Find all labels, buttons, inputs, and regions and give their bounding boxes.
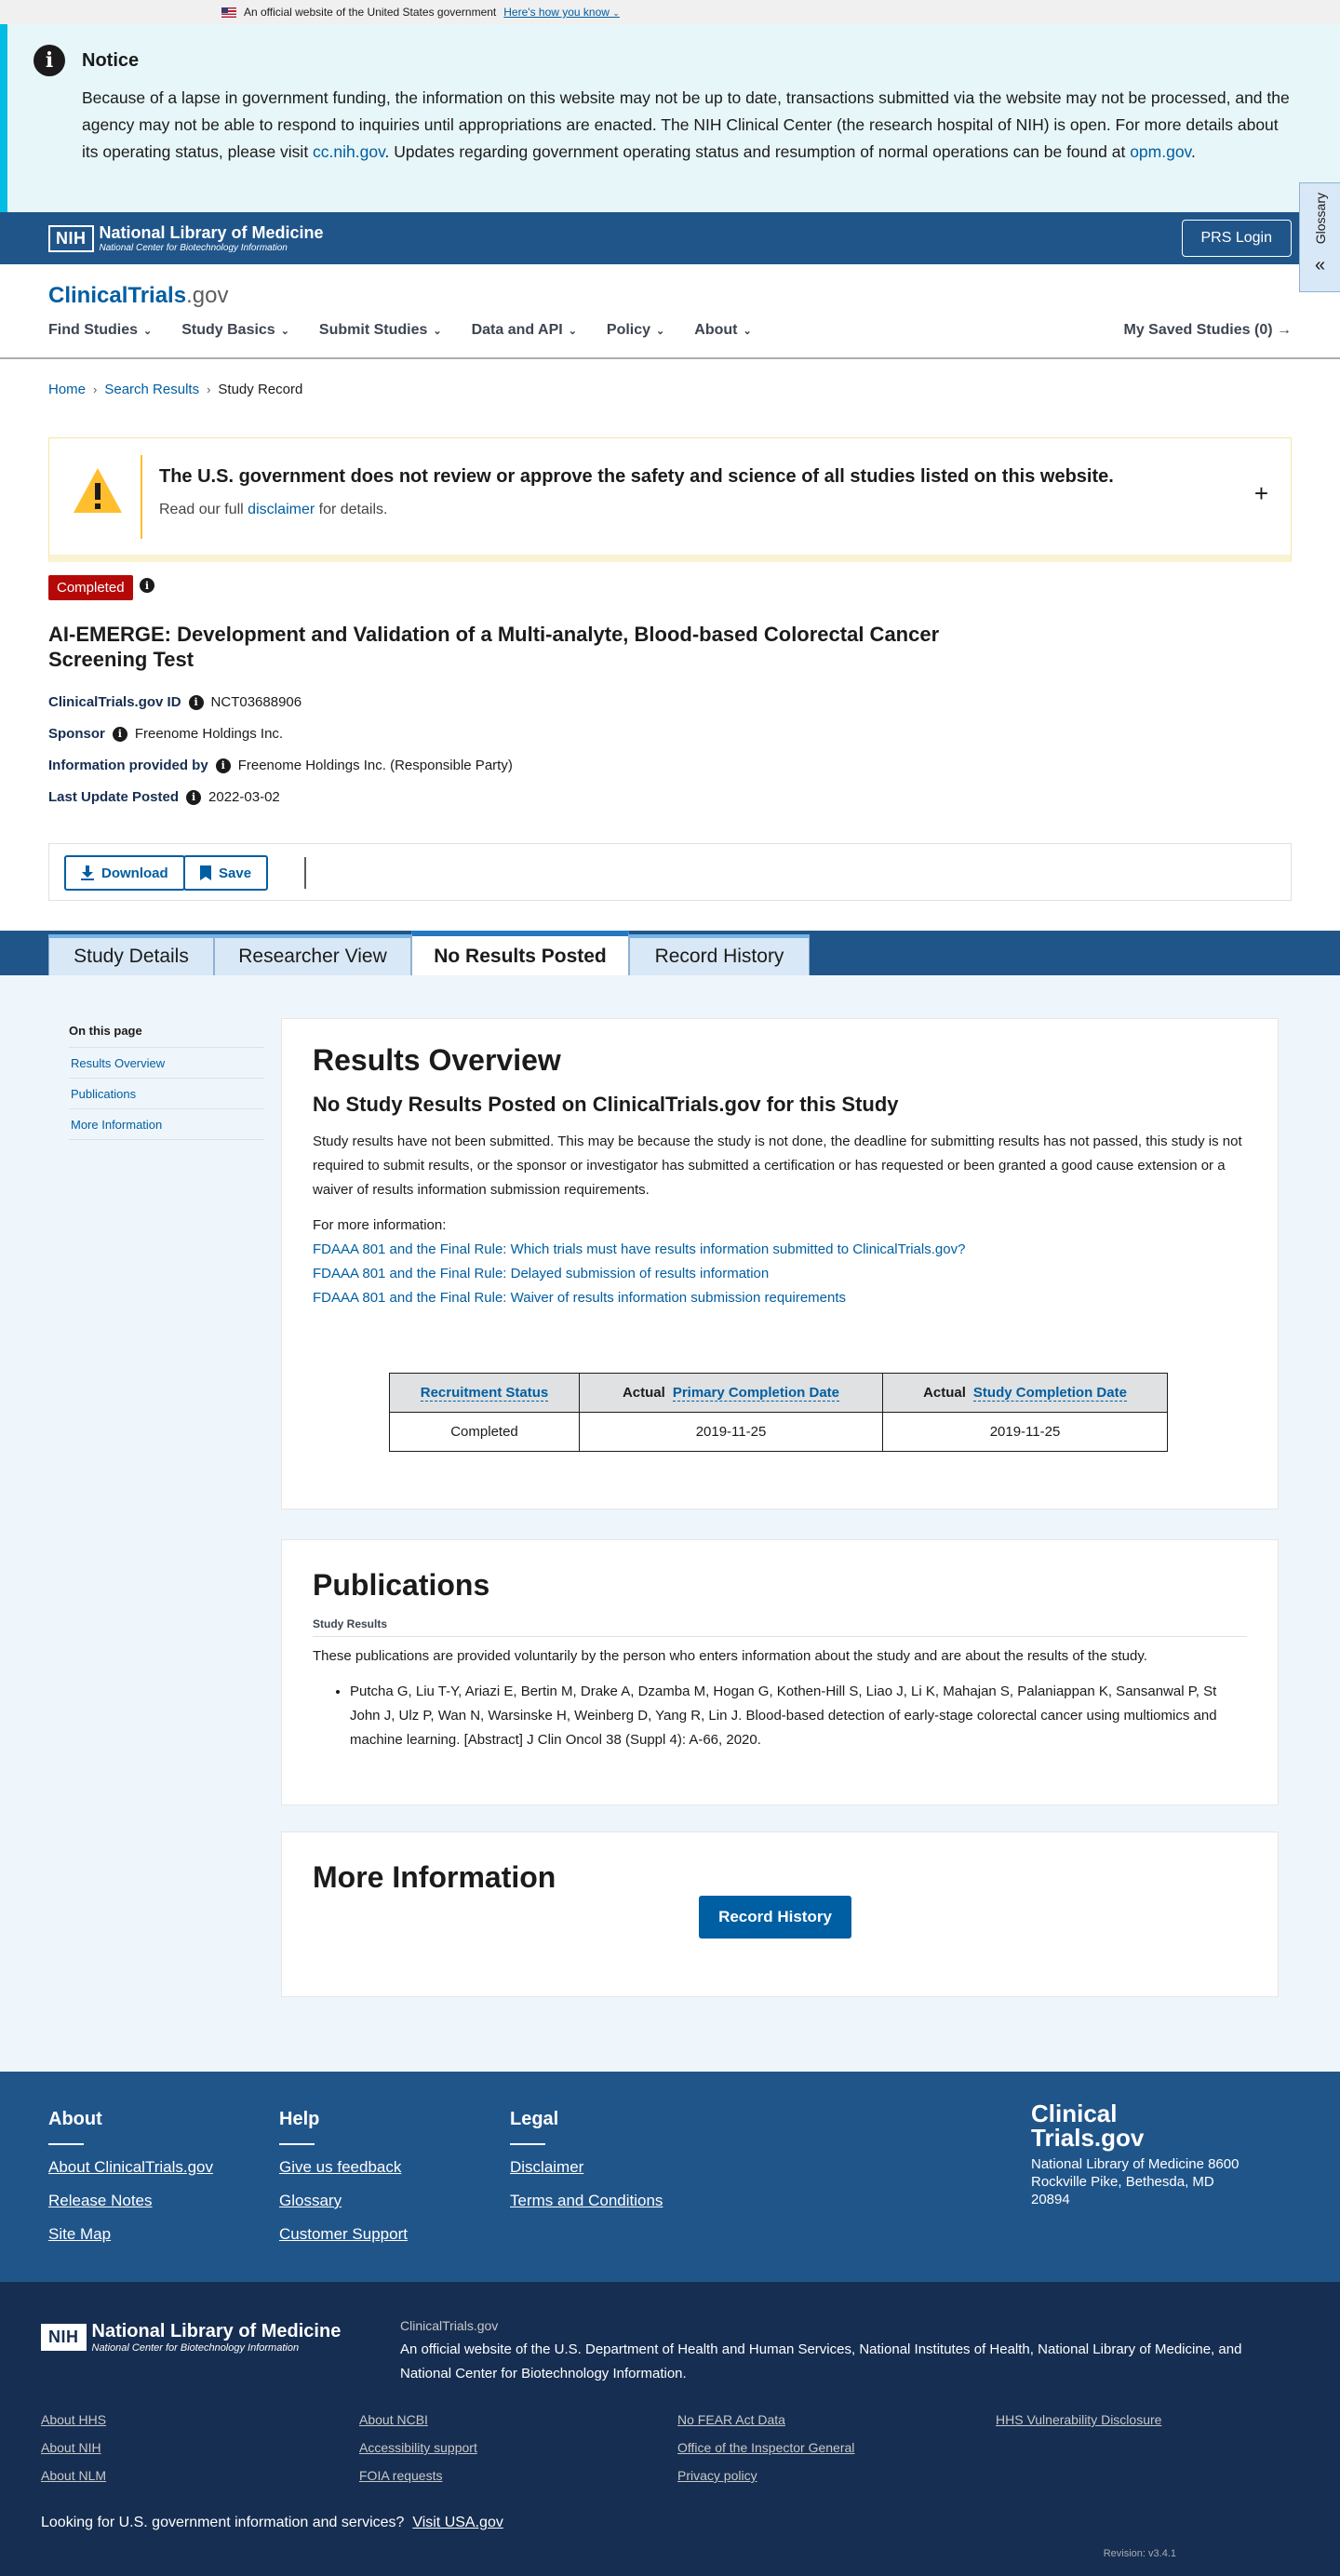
cell-status: Completed xyxy=(390,1413,580,1452)
fdaaa-link-delayed[interactable]: FDAAA 801 and the Final Rule: Delayed submission of results information xyxy=(313,1266,770,1281)
opm-link[interactable]: opm.gov xyxy=(1130,142,1192,161)
record-history-button[interactable]: Record History xyxy=(699,1896,851,1939)
download-icon xyxy=(81,865,94,880)
fdaaa-link-waiver[interactable]: FDAAA 801 and the Final Rule: Waiver of results information submission requirements xyxy=(313,1290,847,1306)
inspector-general-link[interactable]: Office of the Inspector General xyxy=(677,2440,855,2455)
gov-banner-text: An official website of the United States government xyxy=(244,6,497,19)
nih-logo-icon: NIH xyxy=(48,225,94,252)
no-results-body: Study results have not been submitted. This may be because the study is not done, the deadline for submitting results has not passed, this study is not required to submit results, or the sponsor or investigator has submitted a certification or has requested or been granted a good cause extension or a waiver of results information submission requirements. xyxy=(313,1134,1242,1198)
col-recruitment-status: Recruitment Status xyxy=(390,1374,580,1413)
nih-logo-icon: NIH xyxy=(41,2324,87,2351)
foia-link[interactable]: FOIA requests xyxy=(359,2468,443,2483)
heres-how-you-know-link[interactable]: Here's how you know ⌄ xyxy=(503,6,620,19)
publications-intro: These publications are provided voluntarily by the person who enters information about the study and are about the results of the study. xyxy=(313,1648,1147,1664)
info-icon: i xyxy=(34,45,65,76)
about-nlm-link[interactable]: About NLM xyxy=(41,2468,107,2483)
results-overview-section xyxy=(281,1018,1279,1509)
nlm-header xyxy=(0,212,1340,264)
site-header xyxy=(0,264,1340,359)
chevron-right-icon: › xyxy=(93,382,98,396)
footer-legal: Legal Disclaimer Terms and Conditions xyxy=(510,2109,663,2209)
cell-study-date: 2019-11-25 xyxy=(883,1413,1168,1452)
disclaimer-title: The U.S. government does not review or approve the safety and science of all studies listed on this website. xyxy=(159,466,1114,487)
official-website-text: ClinicalTrials.gov An official website of the U.S. Department of Health and Human Services, National Institutes of Health, National Library of Medicine, and National Center for Biotechnology Information. xyxy=(400,2318,1242,2381)
on-page-results-overview[interactable]: Results Overview xyxy=(69,1048,264,1079)
fdaaa-link-which-trials[interactable]: FDAAA 801 and the Final Rule: Which trials must have results information submitted to ClinicalTrials.gov? xyxy=(313,1241,966,1257)
bookmark-icon xyxy=(200,865,211,880)
meta-id: ClinicalTrials.gov ID i NCT03688906 xyxy=(48,694,302,710)
chevron-down-icon: ⌄ xyxy=(280,326,289,337)
on-page-more-information[interactable]: More Information xyxy=(69,1109,264,1140)
notice-alert xyxy=(0,24,1340,212)
footer-logo[interactable]: Clinical Trials.gov xyxy=(1031,2100,1145,2152)
nih-link[interactable]: National Institutes of Health xyxy=(859,2341,1030,2357)
on-this-page-heading: On this page xyxy=(69,1024,264,1048)
main-nav xyxy=(48,322,752,339)
subfooter-col-1 xyxy=(41,2412,106,2496)
footer-link-terms[interactable]: Terms and Conditions xyxy=(510,2192,663,2209)
nlm-footer xyxy=(0,2282,1340,2576)
info-icon[interactable]: i xyxy=(216,758,231,773)
us-flag-icon xyxy=(221,7,236,18)
info-icon[interactable]: i xyxy=(113,727,127,742)
nlm-name: National Library of Medicine xyxy=(99,223,324,242)
nav-data-and-api[interactable]: Data and API ⌄ xyxy=(471,322,577,338)
subfooter-col-3 xyxy=(677,2412,854,2496)
my-saved-studies-link[interactable]: My Saved Studies (0) → xyxy=(1123,322,1292,338)
prs-login-button[interactable]: PRS Login xyxy=(1182,220,1293,257)
more-information-section xyxy=(281,1831,1279,1997)
info-icon[interactable]: i xyxy=(186,790,201,805)
no-results-subheading: No Study Results Posted on ClinicalTrials.gov for this Study xyxy=(313,1093,899,1116)
footer-help: Help Give us feedback Glossary Customer Support xyxy=(279,2109,408,2243)
breadcrumb-current: Study Record xyxy=(218,382,303,397)
warning-icon xyxy=(72,466,124,515)
subfooter-col-2 xyxy=(359,2412,477,2496)
about-nih-link[interactable]: About NIH xyxy=(41,2440,101,2455)
clinicaltrials-logo[interactable]: ClinicalTrials.gov xyxy=(48,283,229,308)
usa-gov-link[interactable]: Visit USA.gov xyxy=(412,2515,503,2530)
tab-study-details[interactable]: Study Details xyxy=(48,934,214,975)
disclaimer-read: Read our full disclaimer for details. xyxy=(159,502,388,517)
footer xyxy=(0,2072,1340,2282)
footer-link-disclaimer[interactable]: Disclaimer xyxy=(510,2158,584,2176)
ncbi-link[interactable]: National Center for Biotechnology Information xyxy=(400,2366,683,2381)
footer-link-glossary[interactable]: Glossary xyxy=(279,2192,342,2209)
nlm-logo[interactable] xyxy=(48,223,324,253)
col-study-completion: Actual Study Completion Date xyxy=(883,1374,1168,1413)
usa-gov-line: Looking for U.S. government information and services? Visit USA.gov xyxy=(41,2515,503,2530)
publication-item: • Putcha G, Liu T-Y, Ariazi E, Bertin M, Drake A, Dzamba M, Hogan G, Kothen-Hill S, Liao J, Li K, Mahajan S, Palaniappan K, Sansanwal P, St John J, Ulz P, Wan N, Warsinske H, Weinberg D, Yang R, Lin J. Blood-based detection of early-stage colorectal cancer using multiomics and machine learning. [Abstract] J Clin Oncol 38 (Suppl 4): A-66, 2020. xyxy=(350,1680,1247,1752)
glossary-tab[interactable] xyxy=(1299,182,1340,292)
meta-last-update: Last Update Posted i 2022-03-02 xyxy=(48,789,280,805)
results-overview-heading: Results Overview xyxy=(313,1043,561,1077)
glossary-label: Glossary xyxy=(1312,193,1328,245)
nav-find-studies[interactable]: Find Studies ⌄ xyxy=(48,322,153,338)
chevron-down-icon: ⌄ xyxy=(143,326,153,337)
meta-sponsor: Sponsor i Freenome Holdings Inc. xyxy=(48,726,284,742)
cc-nih-link[interactable]: cc.nih.gov xyxy=(313,142,385,161)
revision-text: Revision: v3.4.1 xyxy=(1103,2548,1176,2559)
completion-table xyxy=(389,1373,1168,1452)
footer-link-about-ct[interactable]: About ClinicalTrials.gov xyxy=(48,2158,213,2176)
nav-submit-studies[interactable]: Submit Studies ⌄ xyxy=(318,322,442,338)
download-button[interactable]: Download xyxy=(64,855,185,891)
no-fear-link[interactable]: No FEAR Act Data xyxy=(677,2412,785,2427)
footer-about: About About ClinicalTrials.gov Release Notes Site Map xyxy=(48,2109,213,2243)
accessibility-link[interactable]: Accessibility support xyxy=(359,2440,477,2455)
about-hhs-link[interactable]: About HHS xyxy=(41,2412,107,2427)
action-bar xyxy=(48,843,1292,901)
privacy-link[interactable]: Privacy policy xyxy=(677,2468,757,2483)
tab-bar xyxy=(0,931,1340,975)
subfooter-col-4 xyxy=(996,2412,1161,2440)
nlm-footer-logo[interactable]: NIH National Library of Medicine National Center for Biotechnology Information xyxy=(41,2321,341,2354)
footer-link-site-map[interactable]: Site Map xyxy=(48,2225,112,2243)
breadcrumb xyxy=(48,382,302,397)
study-results-label: Study Results xyxy=(313,1617,1247,1637)
table-row xyxy=(390,1413,1168,1452)
chevron-down-icon: ⌄ xyxy=(568,326,577,337)
breadcrumb-search-results[interactable]: Search Results xyxy=(104,382,200,397)
nlm-link[interactable]: National Library of Medicine xyxy=(1038,2341,1212,2357)
status-badge: Completed xyxy=(48,575,133,600)
publications-heading: Publications xyxy=(313,1568,490,1602)
notice-title: Notice xyxy=(82,50,140,71)
save-button[interactable]: Save xyxy=(183,855,268,891)
footer-link-support[interactable]: Customer Support xyxy=(279,2225,408,2243)
tab-record-history[interactable]: Record History xyxy=(629,934,810,975)
gov-banner xyxy=(0,0,1340,24)
nav-study-basics[interactable]: Study Basics ⌄ xyxy=(181,322,289,338)
about-ncbi-link[interactable]: About NCBI xyxy=(359,2412,428,2427)
chevron-down-icon: ⌄ xyxy=(433,326,442,337)
chevrons-left-icon: « xyxy=(1314,255,1326,276)
footer-brand xyxy=(1031,2101,1254,2208)
notice-body: Because of a lapse in government funding, the information on this website may not be up to date, transactions submitted via the website may not be processed, and the agency may not be able to respond to inquiries until appropriations are enacted. The NIH Clinical Center (the research hospital of NIH) is open. For more details about its operating status, please visit cc.nih.gov. Updates regarding government operating status and resumption of normal operations can be found at opm.gov. xyxy=(82,88,1290,161)
vulnerability-link[interactable]: HHS Vulnerability Disclosure xyxy=(996,2412,1162,2427)
col-primary-completion: Actual Primary Completion Date xyxy=(580,1374,883,1413)
breadcrumb-home[interactable]: Home xyxy=(48,382,87,397)
footer-address: National Library of Medicine 8600 Rockville Pike, Bethesda, MD 20894 xyxy=(1031,2156,1240,2207)
disclaimer-link[interactable]: disclaimer xyxy=(248,502,315,517)
arrow-right-icon: → xyxy=(1277,322,1292,338)
on-page-publications[interactable]: Publications xyxy=(69,1079,264,1109)
disclaimer-banner xyxy=(48,437,1292,562)
on-this-page-nav xyxy=(69,1024,264,1140)
cell-primary-date: 2019-11-25 xyxy=(580,1413,883,1452)
study-title: AI-EMERGE: Development and Validation of a Multi-analyte, Blood-based Colorectal Cancer Screening Test xyxy=(48,623,940,671)
chevron-right-icon: › xyxy=(207,382,211,396)
hhs-link[interactable]: U.S. Department of Health and Human Services xyxy=(554,2341,851,2357)
footer-link-feedback[interactable]: Give us feedback xyxy=(279,2158,402,2176)
info-icon[interactable]: i xyxy=(189,695,204,710)
more-info-label: For more information: xyxy=(313,1217,447,1233)
nav-about[interactable]: About ⌄ xyxy=(694,322,752,338)
chevron-down-icon: ⌄ xyxy=(656,326,665,337)
tab-no-results-posted[interactable]: No Results Posted xyxy=(411,931,629,977)
meta-info-provided: Information provided by i Freenome Holdings Inc. (Responsible Party) xyxy=(48,758,513,773)
tab-researcher-view[interactable]: Researcher View xyxy=(214,934,411,975)
ncbi-name: National Center for Biotechnology Information xyxy=(99,243,288,253)
nav-policy[interactable]: Policy ⌄ xyxy=(606,322,665,338)
more-information-heading: More Information xyxy=(313,1860,556,1894)
info-icon[interactable]: i xyxy=(140,578,154,593)
expand-plus-icon[interactable]: + xyxy=(1253,479,1268,507)
chevron-down-icon: ⌄ xyxy=(743,326,752,337)
footer-link-release-notes[interactable]: Release Notes xyxy=(48,2192,153,2209)
publications-section xyxy=(281,1539,1279,1805)
